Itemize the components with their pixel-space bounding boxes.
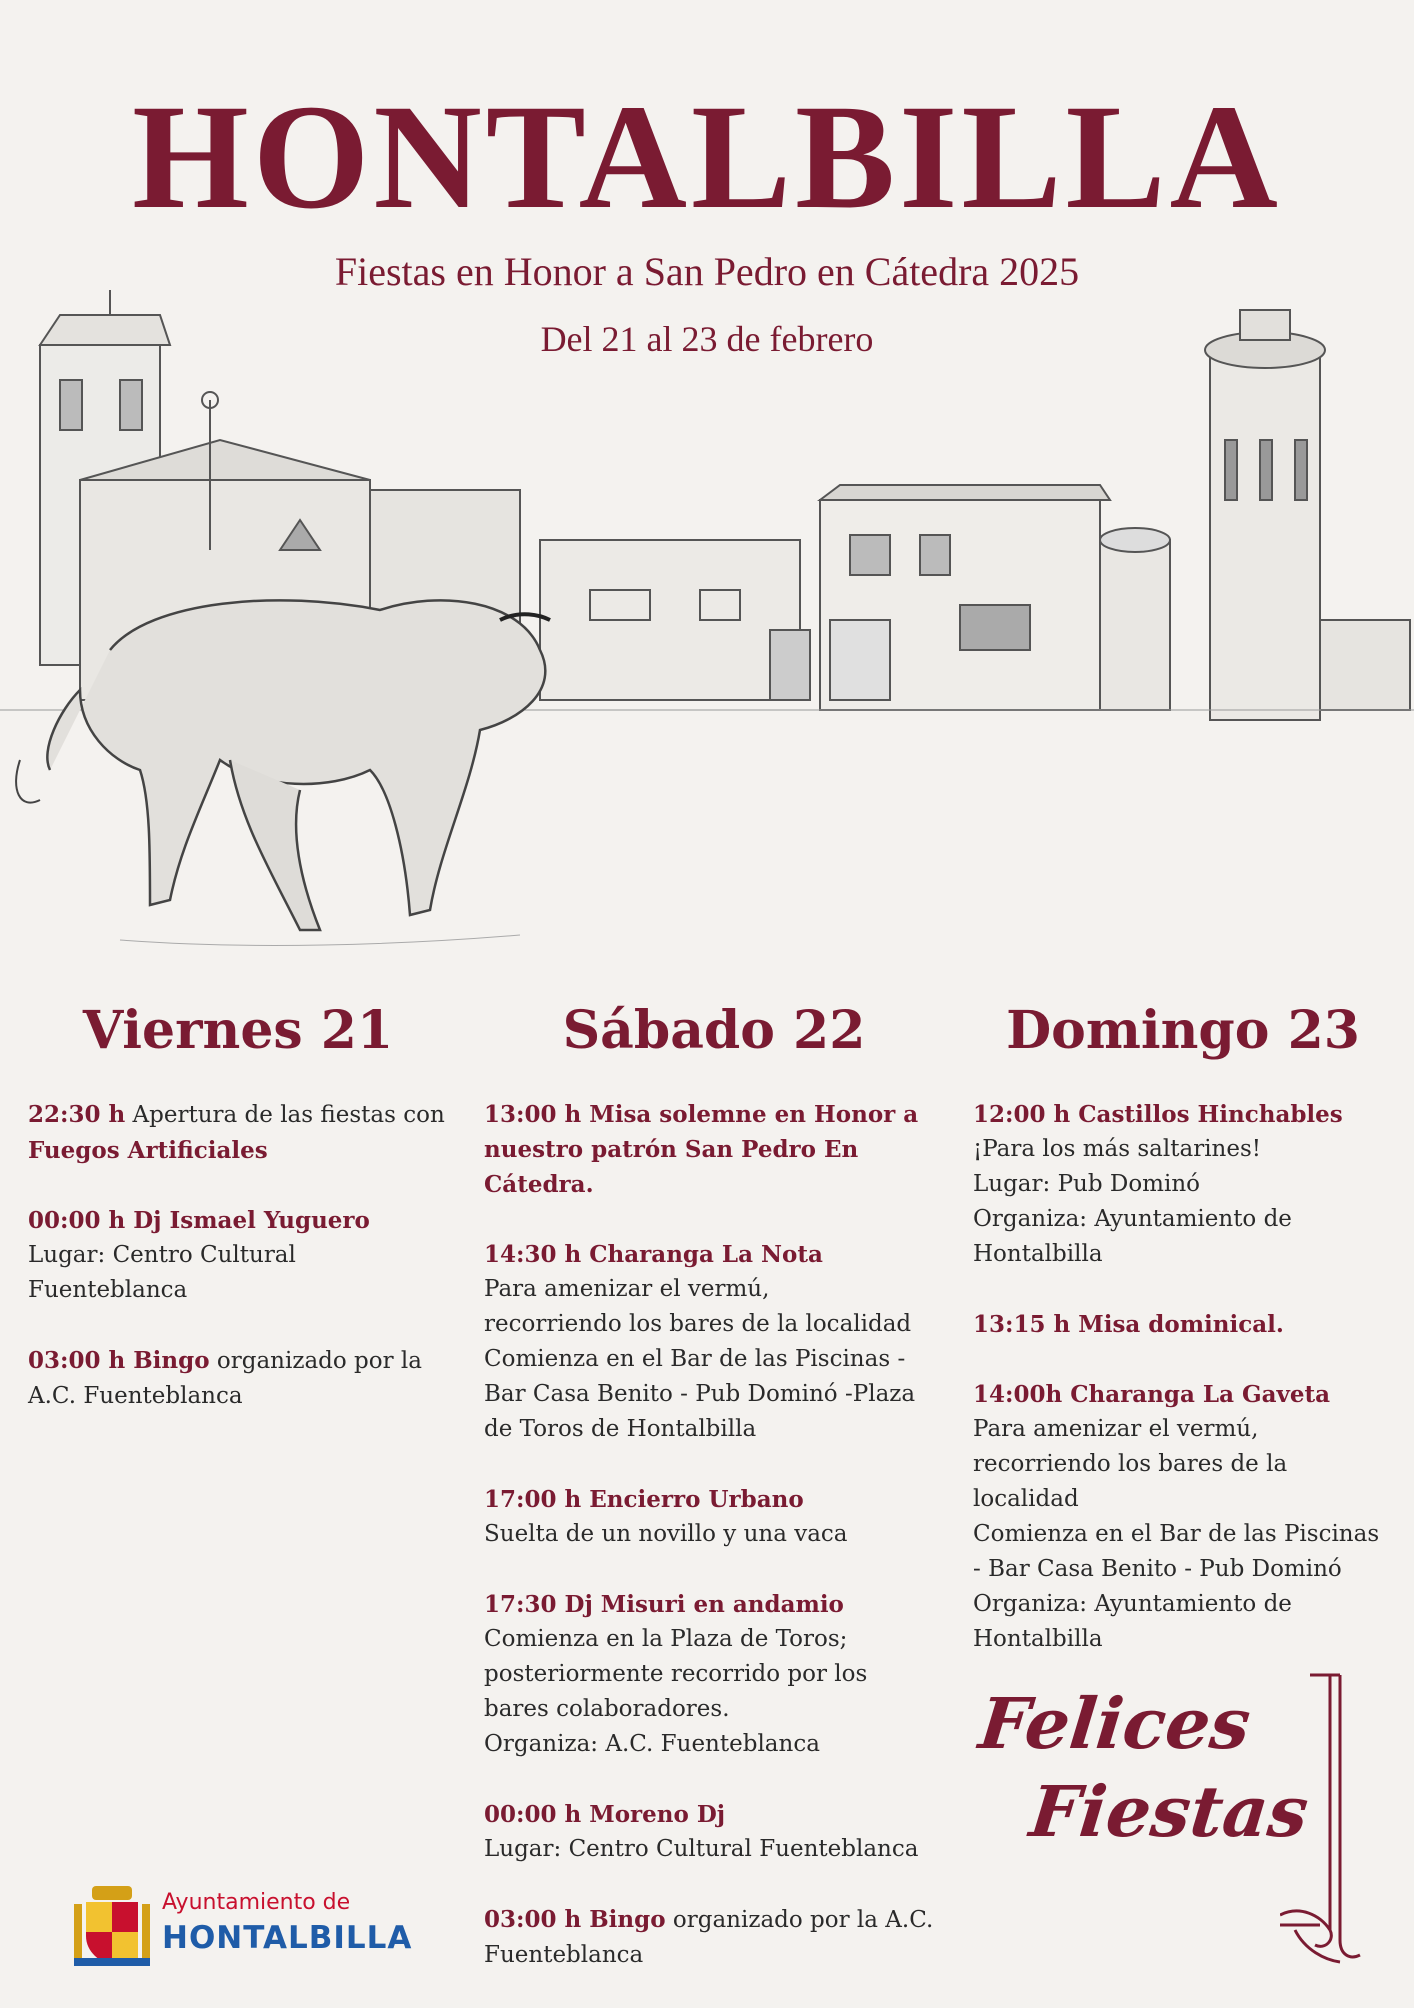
event-title: 12:00 h Castillos Hinchables xyxy=(973,1101,1343,1128)
event-detail: Organiza: Ayuntamiento de xyxy=(973,1206,1292,1232)
event-title: 17:00 h Encierro Urbano xyxy=(484,1486,804,1513)
event-item xyxy=(28,1097,458,1168)
event-item xyxy=(484,1902,944,1973)
event-detail: ¡Para los más saltarines! xyxy=(973,1136,1262,1162)
event-detail: Suelta de un novillo y una vaca xyxy=(484,1521,848,1547)
column-viernes xyxy=(28,1000,458,1449)
event-text: organizado por la A.C. xyxy=(665,1907,934,1933)
event-text: Apertura de las fiestas con xyxy=(125,1102,445,1128)
event-item xyxy=(973,1097,1393,1272)
column-sabado xyxy=(484,1000,944,2008)
event-highlight: Fuegos Artificiales xyxy=(28,1137,268,1164)
event-detail: Lugar: Centro Cultural xyxy=(28,1242,296,1268)
ornament-frame xyxy=(1280,1670,1380,1970)
event-detail: recorriendo los bares de la localidad xyxy=(484,1311,912,1337)
date-range: Del 21 al 23 de febrero xyxy=(540,319,874,359)
event-title: 13:00 h Misa solemne en Honor a xyxy=(484,1101,919,1128)
event-title: 13:15 h Misa dominical. xyxy=(973,1311,1284,1338)
event-detail: Hontalbilla xyxy=(973,1241,1103,1267)
logo-text-town: HONTALBILLA xyxy=(162,1920,413,1956)
event-detail: Bar Casa Benito - Pub Dominó -Plaza xyxy=(484,1381,916,1407)
event-item xyxy=(484,1587,944,1762)
event-item xyxy=(28,1343,458,1414)
day-heading-viernes: Viernes 21 xyxy=(82,1000,394,1061)
village-illustration xyxy=(0,290,1414,970)
coat-of-arms-icon xyxy=(72,1880,152,1970)
event-item xyxy=(28,1203,458,1308)
event-detail: bares colaboradores. xyxy=(484,1696,730,1722)
event-detail: Fuenteblanca xyxy=(28,1277,188,1303)
event-detail: Organiza: A.C. Fuenteblanca xyxy=(484,1731,820,1757)
logo-text-ayuntamiento: Ayuntamiento de xyxy=(162,1890,351,1915)
event-item xyxy=(973,1307,1393,1342)
event-item xyxy=(484,1797,944,1867)
event-detail: de Toros de Hontalbilla xyxy=(484,1416,757,1442)
event-title: 03:00 h Bingo xyxy=(28,1347,210,1374)
event-title: Cátedra. xyxy=(484,1171,594,1198)
event-detail: Para amenizar el vermú, xyxy=(484,1276,770,1302)
event-item xyxy=(484,1482,944,1552)
day-heading-sabado: Sábado 22 xyxy=(562,1000,866,1061)
event-detail: posteriormente recorrido por los xyxy=(484,1661,868,1687)
event-detail: A.C. Fuenteblanca xyxy=(28,1383,243,1409)
event-text: organizado por la xyxy=(209,1348,422,1374)
event-detail: Organiza: Ayuntamiento de xyxy=(973,1591,1292,1617)
event-time: 22:30 h xyxy=(28,1101,126,1128)
column-domingo xyxy=(973,1000,1393,1692)
event-detail: Comienza en la Plaza de Toros; xyxy=(484,1626,848,1652)
event-item xyxy=(484,1237,944,1447)
event-title: 00:00 h Moreno Dj xyxy=(484,1801,726,1828)
event-title: 14:00h Charanga La Gaveta xyxy=(973,1381,1331,1408)
event-title: 17:30 Dj Misuri en andamio xyxy=(484,1591,844,1618)
event-title: nuestro patrón San Pedro En xyxy=(484,1136,859,1163)
event-detail: Lugar: Centro Cultural Fuenteblanca xyxy=(484,1836,919,1862)
event-detail: localidad xyxy=(973,1486,1079,1512)
event-detail: Lugar: Pub Dominó xyxy=(973,1171,1201,1197)
greeting-line-1: Felices xyxy=(975,1682,1255,1765)
event-title: 14:30 h Charanga La Nota xyxy=(484,1241,823,1268)
day-heading-domingo: Domingo 23 xyxy=(1006,1000,1360,1061)
event-detail: - Bar Casa Benito - Pub Dominó xyxy=(973,1556,1342,1582)
event-title: 00:00 h Dj Ismael Yuguero xyxy=(28,1207,370,1234)
event-detail: recorriendo los bares de la xyxy=(973,1451,1288,1477)
event-detail: Comienza en el Bar de las Piscinas - xyxy=(484,1346,906,1372)
event-item xyxy=(973,1377,1393,1657)
event-detail: Hontalbilla xyxy=(973,1626,1103,1652)
greeting-line-2: Fiestas xyxy=(1026,1770,1313,1853)
page-title: HONTALBILLA xyxy=(132,74,1282,240)
event-item xyxy=(484,1097,944,1202)
event-title: 03:00 h Bingo xyxy=(484,1906,666,1933)
event-detail: Para amenizar el vermú, xyxy=(973,1416,1259,1442)
event-detail: Comienza en el Bar de las Piscinas xyxy=(973,1521,1380,1547)
event-detail: Fuenteblanca xyxy=(484,1942,644,1968)
page-subtitle: Fiestas en Honor a San Pedro en Cátedra 2025 xyxy=(334,249,1080,294)
